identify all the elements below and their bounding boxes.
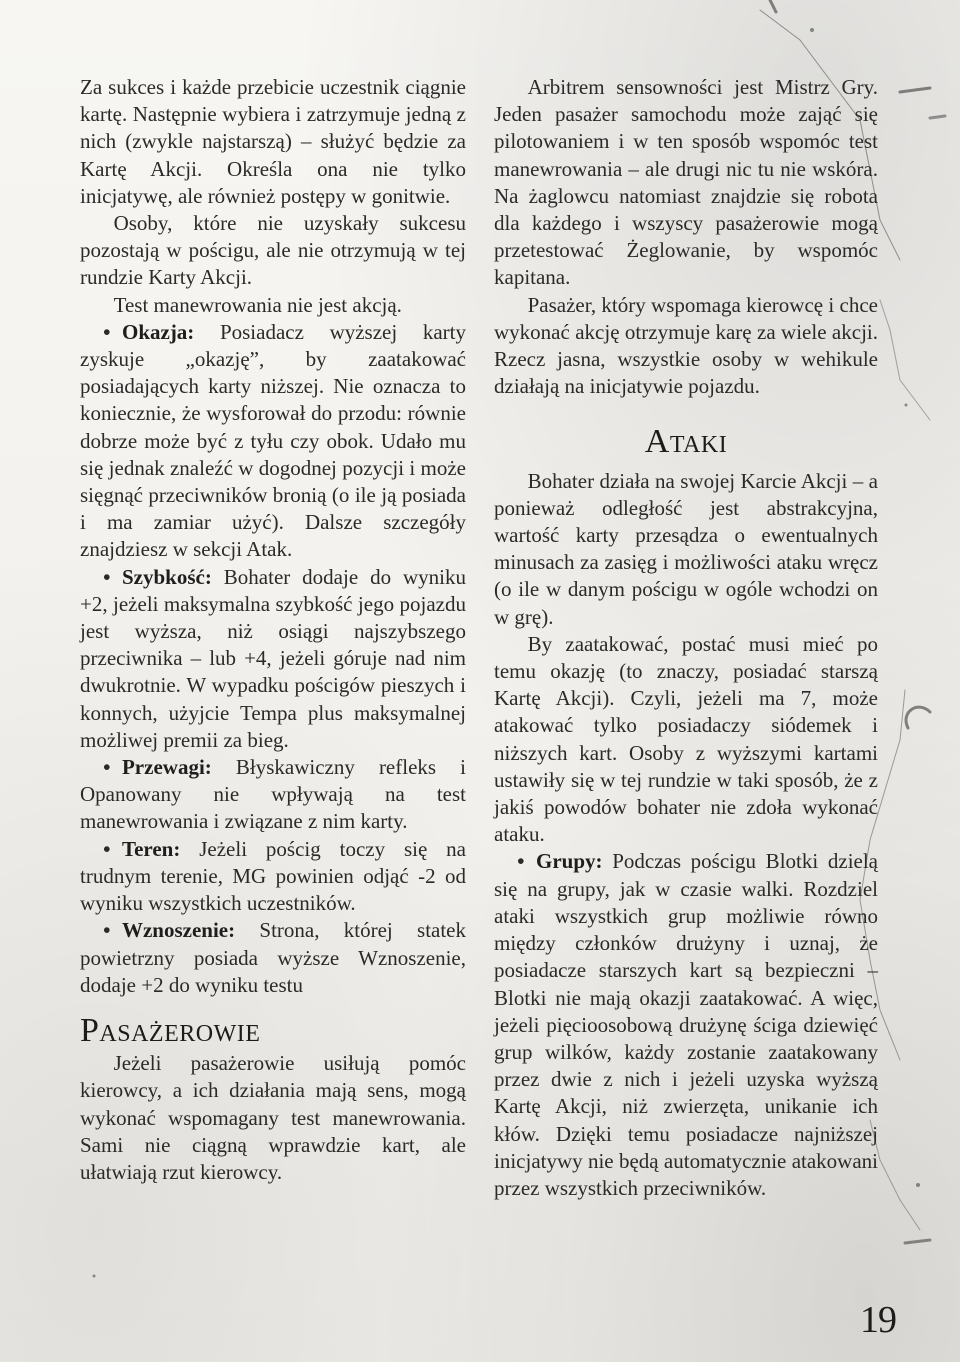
bullet-okazja <box>80 319 466 564</box>
bullet-label: Wznoszenie: <box>121 918 236 943</box>
bullet-text: Posiadacz wyższej karty zyskuje „okazję”, by zaatakować posiadających karty niższej. Nie oznacza to koniecznie, że wysforował do przodu: równie dobrze może być z tyłu czy obok. Udało mu się jednak znaleźć w dogodnej pozycji i może sięgnąć przeciwników bronią (o ile ją posiada i ma zamiar użyć). Dalsze szczegóły znajdziesz w sekcji Atak. <box>80 319 466 562</box>
bullet-icon: • <box>103 564 111 589</box>
ink-speck <box>93 1275 96 1278</box>
crack-line <box>880 300 930 420</box>
bullet-text: Strona, której statek powietrzny posiada wyższe Wznoszenie, dodaje +2 do wyniku testu <box>80 918 467 997</box>
bullet-wznoszenie <box>80 917 466 999</box>
bullet-label: Okazja: <box>121 319 195 344</box>
ink-stroke <box>770 0 776 12</box>
bullet-icon: • <box>103 319 111 344</box>
ink-stroke <box>906 707 930 728</box>
bullet-icon: • <box>103 755 111 780</box>
bullet-text: Podczas pościgu Blotki dzielą się na grupy, jak w czasie walki. Rozdziel ataki wszystkich grup możliwie równo między członków drużyny i uznaj, że posiadacze starszych kart są bezpieczni – Blotki nie mają okazji zaatakować. A więc, jeżeli pięcioosobową drużynę ściga dziewięć grup wilków, każdy zostanie zaatakowany przez dwie z nich i jeżeli uzyska wyższą Kartę Akcji, niż zwierzęta, unikanie ich kłów. Dzięki temu posiadacze najniższej inicjatywy nie będą automatycznie atakowani przez wszystkich przeciwników. <box>494 849 878 1200</box>
ink-speck <box>905 404 908 407</box>
bullet-text: Jeżeli pościg toczy się na trudnym terenie, MG powinien odjąć -2 od wyniku wszystkich uczestników. <box>80 836 466 916</box>
paragraph: Jeżeli pasażerowie usiłują pomóc kierowcy, a ich działania mają sens, mogą wykonać wspomagany test manewrowania. Sami nie ciągną wprawdzie kart, ale ułatwiają rzut kierowcy. <box>80 1051 466 1184</box>
paragraph: Arbitrem sensowności jest Mistrz Gry. Jeden pasażer samochodu może zająć się pilotowaniem i w ten sposób wspomóc test manewrowania – ale drugi nic tu nie wskóra. Na żaglowcu natomiast znajdzie się robota dla każdego i wszyscy pasażerowie mogą przetestować Żeglowanie, by wspomóc kapitana. <box>494 75 878 290</box>
bullet-teren <box>80 836 466 918</box>
bullet-label: Szybkość: <box>121 564 212 589</box>
bullet-text: Bohater dodaje do wyniku +2, jeżeli maksymalna szybkość jego pojazdu jest wyższa, niż osiągi najszybszego przeciwnika – lub +4, jeżeli góruje nad nim dwukrotnie. W wypadku pościgów pieszych i konnych, użyjcie Tempa plus maksymalnej możliwej premii za bieg. <box>80 564 467 752</box>
ink-speck <box>810 28 814 32</box>
section-heading-ataki: Ataki <box>644 423 728 461</box>
paragraph: Test manewrowania nie jest akcją. <box>113 292 402 317</box>
ink-stroke <box>900 88 930 92</box>
bullet-icon: • <box>103 918 111 943</box>
paragraph: Osoby, które nie uzyskały sukcesu pozostają w pościgu, ale nie otrzymują w tej rundzie Karty Akcji. <box>80 211 466 290</box>
ink-stroke <box>930 116 945 118</box>
bullet-icon: • <box>103 836 111 861</box>
bullet-label: Grupy: <box>535 849 603 874</box>
bullet-przewagi <box>80 754 466 836</box>
paragraph: Bohater działa na swojej Karcie Akcji – a ponieważ odległość jest abstrakcyjna, wartość karty przesądza o ewentualnych minusach za zasięg i możliwości ataku wręcz (o ile w danym pościgu w ogóle wchodzi on w grę). <box>494 468 878 629</box>
paragraph: By zaatakować, postać musi mieć po temu okazję (to znaczy, posiadać starszą Kartę Akcji). Czyli, jeżeli ma 7, może atakować tylko posiadaczy siódemek i niższych kart. Osoby z wyższymi kartami ustawiły się w tej rundzie w taki sposób, że z jakiś powodów bohater nie zdoła wykonać ataku. <box>494 631 878 847</box>
bullet-label: Teren: <box>121 836 181 861</box>
bullet-szybkosc <box>80 564 466 754</box>
bullet-label: Przewagi: <box>121 755 212 780</box>
right-column <box>494 74 878 1202</box>
bullet-icon: • <box>517 849 525 874</box>
bullet-text: Błyskawiczny refleks i Opanowany nie wpływają na test manewrowania i związane z nim karty. <box>80 755 466 834</box>
left-column <box>80 74 466 1186</box>
paragraph: Za sukces i każde przebicie uczestnik ciągnie kartę. Następnie wybiera i zatrzymuje jedną z nich (zwykle najstarszą) – służyć będzie za Kartę Akcji. Określa ona nie tylko inicjatywę, ale również postępy w gonitwie. <box>80 75 466 208</box>
bullet-grupy <box>494 848 878 1202</box>
paragraph: Pasażer, który wspomaga kierowcę i chce wykonać akcję otrzymuje karę za wiele akcji. Rzecz jasna, wszystkie osoby w wehikule działają na inicjatywie pojazdu. <box>494 292 878 399</box>
page-number: 19 <box>860 1299 896 1341</box>
ink-speck <box>916 1183 920 1187</box>
ink-stroke <box>905 1240 930 1243</box>
section-heading-pasazerowie: Pasażerowie <box>80 1011 261 1049</box>
